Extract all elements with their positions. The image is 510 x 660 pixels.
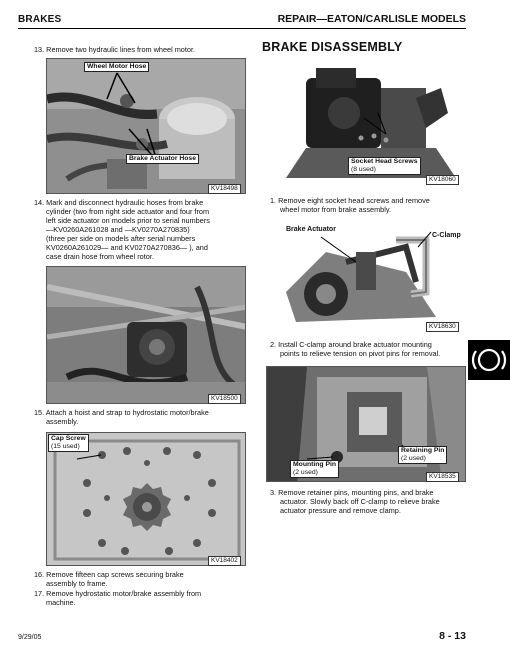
callout-socket-head-screws: Socket Head Screws (8 used)	[348, 157, 421, 175]
brake-warning-icon	[468, 340, 510, 380]
header-chapter-title: REPAIR—EATON/CARLISLE MODELS	[277, 13, 466, 25]
figure-code: KV18500	[208, 394, 241, 404]
step-17: 17. Remove hydrostatic motor/brake assembly from machine.	[34, 589, 202, 607]
chapter-tab	[468, 340, 510, 380]
photo-cap-screws	[46, 432, 246, 566]
label-c-clamp: C-Clamp	[432, 232, 461, 239]
section-title: BRAKE DISASSEMBLY	[262, 40, 403, 54]
label-brake-actuator: Brake Actuator	[286, 226, 336, 233]
callout-cap-screw: Cap Screw (15 used)	[48, 434, 89, 452]
figure-code: KV18402	[208, 556, 241, 566]
figure-code: KV18630	[426, 322, 459, 332]
figure-code: KV18535	[426, 472, 459, 482]
step-15: 15. Attach a hoist and strap to hydrostatic motor/brake assembly.	[34, 408, 209, 426]
footer-page-number: 8 - 13	[439, 630, 466, 642]
photo-hydraulic-hoses	[46, 266, 246, 404]
photo-wheel-motor-hoses	[46, 58, 246, 194]
figure-code: KV18498	[208, 184, 241, 194]
step-3: 3. Remove retainer pins, mounting pins, and brake actuator. Slowly back off C-clamp to relieve brake actuator pressure and remove clamp.	[270, 488, 440, 515]
step-14: 14. Mark and disconnect hydraulic hoses from brake cylinder (two from right side actuator and four from left side actuator on models prior to serial numbers —KV0260A261028 and —KV0270A270835) (three per side on models after serial numbers KV0260A261029— and KV0270A270836— ), and case drain hose from wheel rotor.	[34, 198, 210, 261]
callout-wheel-motor-hose: Wheel Motor Hose	[84, 62, 149, 72]
step-16: 16. Remove fifteen cap screws securing brake assembly to frame.	[34, 570, 184, 588]
step-2: 2. Install C-clamp around brake actuator mounting points to relieve tension on pivot pins for removal.	[270, 340, 441, 358]
footer-date: 9/29/05	[18, 634, 42, 641]
callout-retaining-pin: Retaining Pin (2 used)	[398, 446, 447, 464]
header-section-name: BRAKES	[18, 14, 62, 25]
callout-brake-actuator-hose: Brake Actuator Hose	[126, 154, 199, 164]
step-13: 13. Remove two hydraulic lines from wheel motor.	[34, 45, 196, 54]
header-rule	[18, 28, 466, 29]
figure-code: KV18060	[426, 175, 459, 185]
step-1: 1. Remove eight socket head screws and remove wheel motor from brake assembly.	[270, 196, 430, 214]
callout-mounting-pin: Mounting Pin (2 used)	[290, 460, 339, 478]
